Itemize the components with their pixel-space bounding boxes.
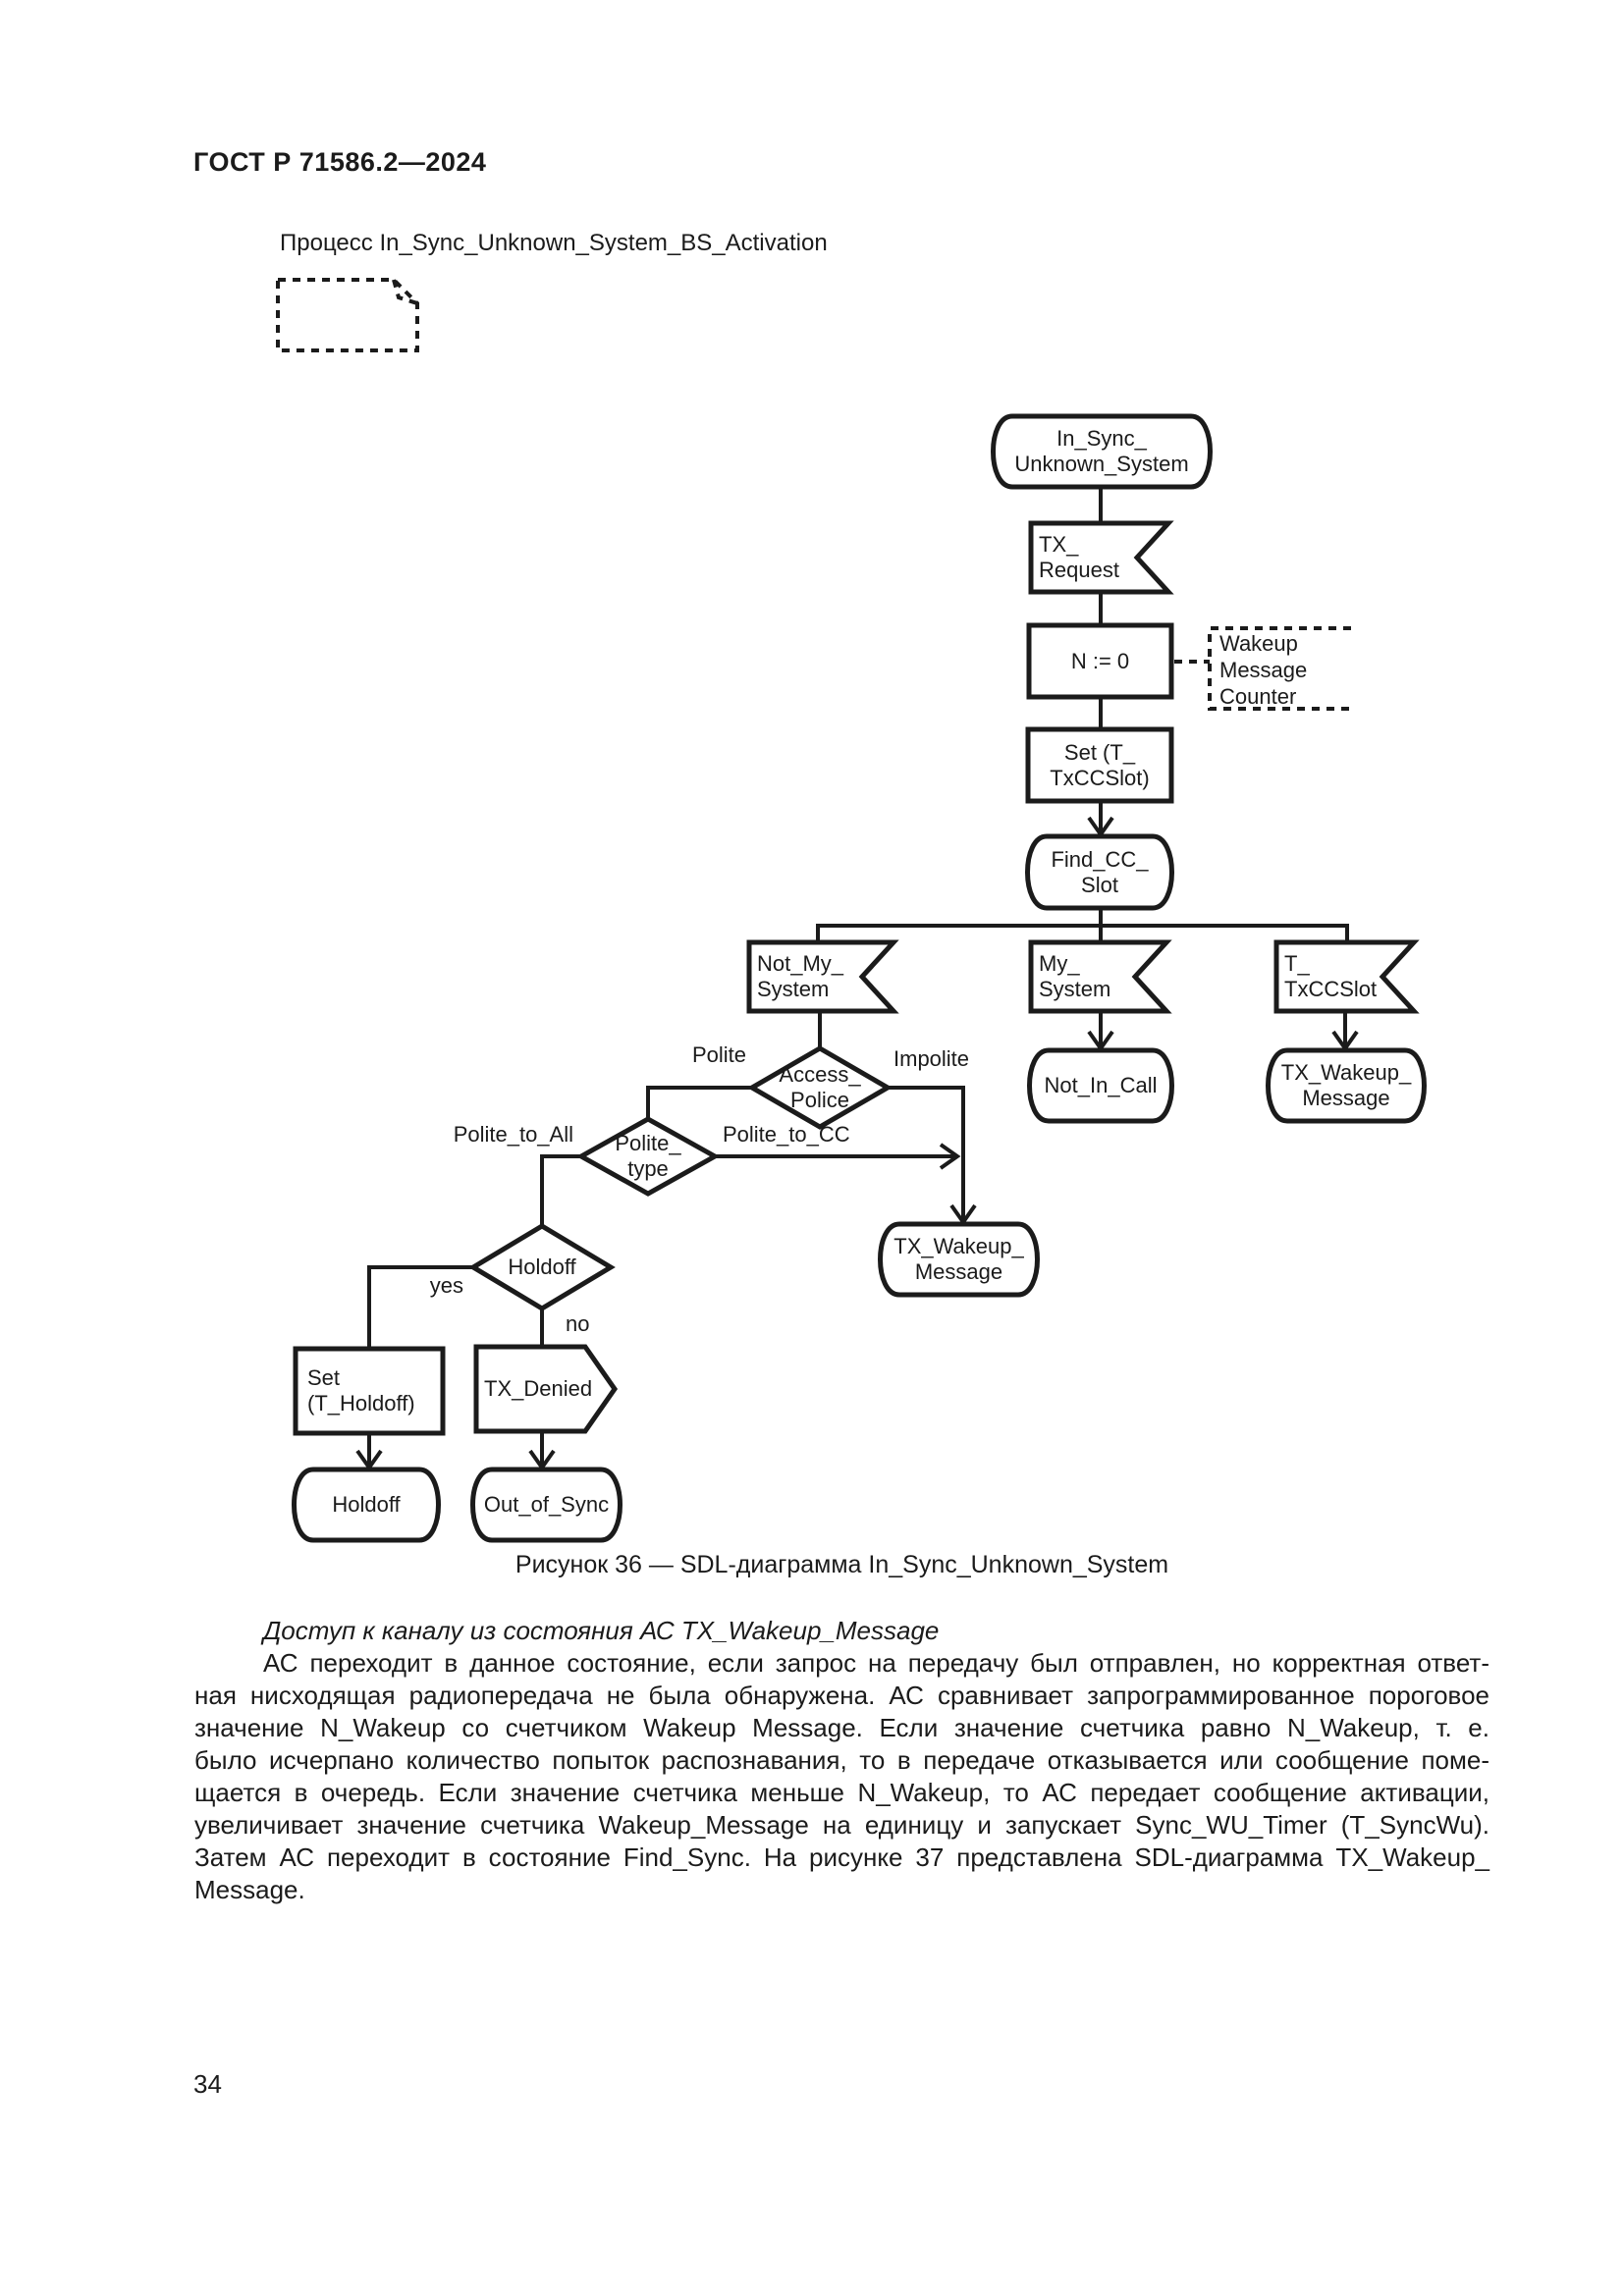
edge-label-polite-to-cc: Polite_to_CC <box>723 1122 850 1147</box>
edge-label-polite-to-all: Polite_to_All <box>453 1122 573 1147</box>
signal-my-system: My_ System <box>1039 951 1111 1001</box>
page-header: ГОСТ Р 71586.2—2024 <box>193 147 487 177</box>
edge-label-impolite: Impolite <box>893 1046 970 1071</box>
paragraph-line: Message. <box>194 1875 305 1904</box>
process-reference-symbol <box>278 280 417 350</box>
paragraph-line: было исчерпано количество попыток распознавания, то в передаче отказывается или сообщение поме- <box>194 1745 1489 1775</box>
process-label: Процесс In_Sync_Unknown_System_BS_Activation <box>280 230 828 256</box>
state-tx-wakeup-message-right: TX_Wakeup_ Message <box>1280 1060 1412 1110</box>
signal-not-my-system: Not_My_ System <box>757 951 844 1001</box>
diagram-connectors <box>369 487 1347 1466</box>
page-number: 34 <box>193 2069 222 2099</box>
state-out-of-sync: Out_of_Sync <box>483 1492 610 1517</box>
edge-label-no: no <box>566 1311 590 1336</box>
paragraph-line: Затем АС переходит в состояние Find_Sync. На рисунке 37 представлена SDL-диаграмма TX_Wakeup_ <box>194 1842 1489 1872</box>
task-set-t-holdoff: Set (T_Holdoff) <box>307 1365 415 1415</box>
state-in-sync-unknown-system: In_Sync_ Unknown_System <box>1014 426 1189 476</box>
paragraph-line: увеличивает значение счетчика Wakeup_Message на единицу и запускает Sync_WU_Timer (T_SyncWu). <box>194 1810 1489 1840</box>
section-heading: Доступ к каналу из состояния АС TX_Wakeup_Message <box>263 1616 940 1645</box>
state-holdoff: Holdoff <box>332 1492 401 1517</box>
comment-wakeup-message-counter: Wakeup Message Counter <box>1219 630 1308 709</box>
paragraph-line: АС переходит в данное состояние, если запрос на передачу был отправлен, но корректная ответ- <box>263 1648 1489 1678</box>
signal-tx-denied: TX_Denied <box>484 1376 593 1401</box>
paragraph-line: ная нисходящая радиопередача не была обнаружена. АС сравнивает запрограммированное пороговое <box>194 1681 1489 1710</box>
signal-t-txccslot: T_ TxCCSlot <box>1284 951 1378 1001</box>
state-symbols <box>295 416 1425 1540</box>
edge-label-polite: Polite <box>691 1042 746 1067</box>
figure-caption: Рисунок 36 — SDL-диаграмма In_Sync_Unknown_System <box>514 1551 1169 1578</box>
decision-holdoff: Holdoff <box>508 1255 576 1279</box>
state-not-in-call: Not_In_Call <box>1044 1073 1158 1097</box>
paragraph-line: значение N_Wakeup со счетчиком Wakeup Message. Если значение счетчика равно N_Wakeup, т. е. <box>194 1713 1489 1742</box>
signal-tx-request: TX_ Request <box>1039 532 1119 582</box>
decision-access-police: Access_ Police <box>779 1062 861 1112</box>
paragraph-line: щается в очередь. Если значение счетчика меньше N_Wakeup, то АС передает сообщение активации, <box>194 1778 1489 1807</box>
decision-polite-type: Polite_ type <box>615 1131 681 1181</box>
edge-label-yes: yes <box>429 1273 463 1298</box>
state-tx-wakeup-message-mid: TX_Wakeup_ Message <box>893 1234 1024 1284</box>
task-set-t-txccslot: Set (T_ TxCCSlot) <box>1050 739 1150 790</box>
task-counter-reset: N := 0 <box>1070 648 1130 673</box>
state-find-cc-slot: Find_CC_ Slot <box>1051 846 1149 897</box>
